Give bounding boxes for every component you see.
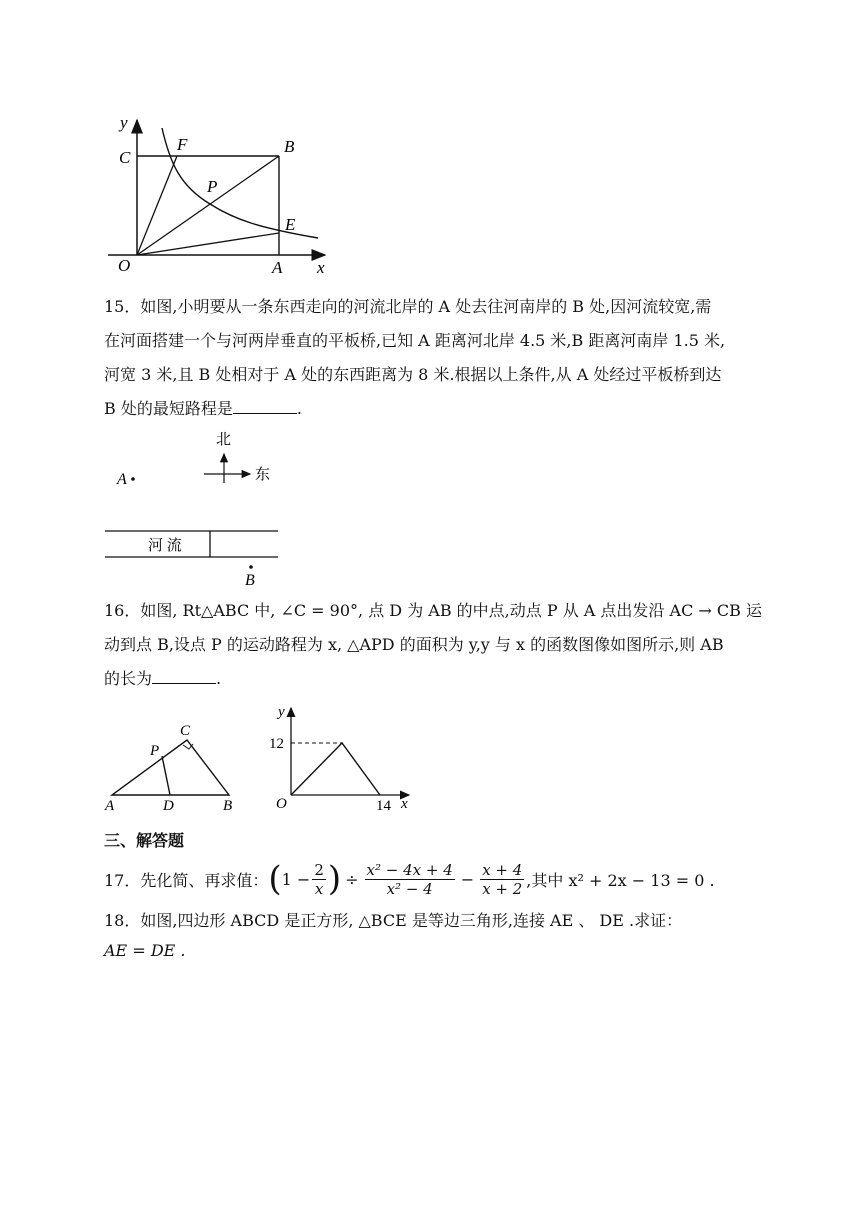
label-F: F [177, 135, 188, 154]
minus-sign: − [460, 869, 475, 889]
label-A: A [105, 798, 115, 814]
section-heading: 三、解答题 [104, 831, 185, 850]
label-O: O [276, 796, 287, 812]
q17-one: 1 − [281, 869, 311, 889]
divide-sign: ÷ [345, 869, 359, 889]
point-B [249, 565, 253, 569]
graph-line [291, 743, 380, 795]
label-C: C [119, 148, 131, 167]
close-paren: ) [327, 859, 342, 899]
north-label: 北 [216, 432, 232, 448]
label-D: D [163, 798, 174, 814]
q18-number: 18． [104, 911, 141, 930]
label-P: P [207, 177, 218, 196]
answer-blank [152, 669, 216, 684]
label-E: E [285, 215, 296, 234]
open-paren: ( [268, 859, 282, 899]
fraction-linear: $\frac{x + 4}{x + 2}$ [482, 860, 523, 898]
label-x: x [401, 796, 408, 812]
figure-q16-graph [262, 700, 422, 815]
label-P: P [150, 743, 160, 759]
q15-line3: 河宽 3 米,且 B 处相对于 A 处的东西距离为 8 米.根据以上条件,从 A 处经过平板桥到达 [104, 365, 722, 384]
figure-q15 [100, 426, 300, 591]
label-x: x [317, 258, 325, 277]
q15-line4: B 处的最短路程是 [104, 399, 233, 418]
q16-line3: 的长为 [104, 669, 153, 688]
question-17 [104, 856, 715, 902]
q17-number: 17． [104, 870, 141, 890]
q18-line2: AE = DE . [104, 941, 186, 960]
label-y: y [278, 704, 285, 720]
label-y: y [120, 113, 128, 132]
label-12: 12 [269, 736, 284, 752]
point-A [131, 477, 135, 481]
q16-line2: 动到点 B,设点 P 的运动路程为 x, △APD 的面积为 y,y 与 x 的函数图像如图所示,则 AB [104, 635, 724, 654]
point-A-label: A [117, 471, 127, 488]
label-B: B [284, 137, 295, 156]
q16-number: 16． [104, 601, 141, 620]
q17-lead: 先化简、再求值： [140, 870, 269, 890]
label-B: B [223, 798, 233, 814]
q15-number: 15． [104, 297, 141, 316]
point-B-label: B [245, 572, 255, 589]
label-A: A [272, 258, 283, 277]
q15-line2: 在河面搭建一个与河两岸垂直的平板桥,已知 A 距离河北岸 4.5 米,B 距离河南岸 1.5 米, [104, 331, 726, 350]
answer-blank [233, 399, 297, 414]
q15-line1: 如图,小明要从一条东西走向的河流北岸的 A 处去往河南岸的 B 处,因河流较宽,需 [140, 297, 712, 316]
q16-line1: 如图, Rt△ABC 中, ∠C = 90°, 点 D 为 AB 的中点,动点 P 从 A 点出发沿 AC → CB 运 [140, 601, 762, 620]
fraction-quadratic: $\frac{\text{x² − 4x + 4}}{\text{x² − 4}}$ [366, 860, 453, 898]
q17-condition: ,其中 x² + 2x − 13 = 0 . [526, 870, 715, 890]
river-label: 河 流 [148, 538, 182, 554]
label-O: O [118, 256, 131, 275]
east-label: 东 [255, 467, 271, 483]
q18-line1: 如图,四边形 ABCD 是正方形, △BCE 是等边三角形,连接 AE 、 DE .求证： [140, 911, 683, 930]
figure-q14 [100, 108, 340, 283]
label-14: 14 [376, 798, 391, 814]
fraction-2-over-x: $\frac{2}{x}$ [314, 860, 324, 898]
figure-q16-triangle [100, 716, 250, 816]
label-C: C [180, 723, 191, 739]
